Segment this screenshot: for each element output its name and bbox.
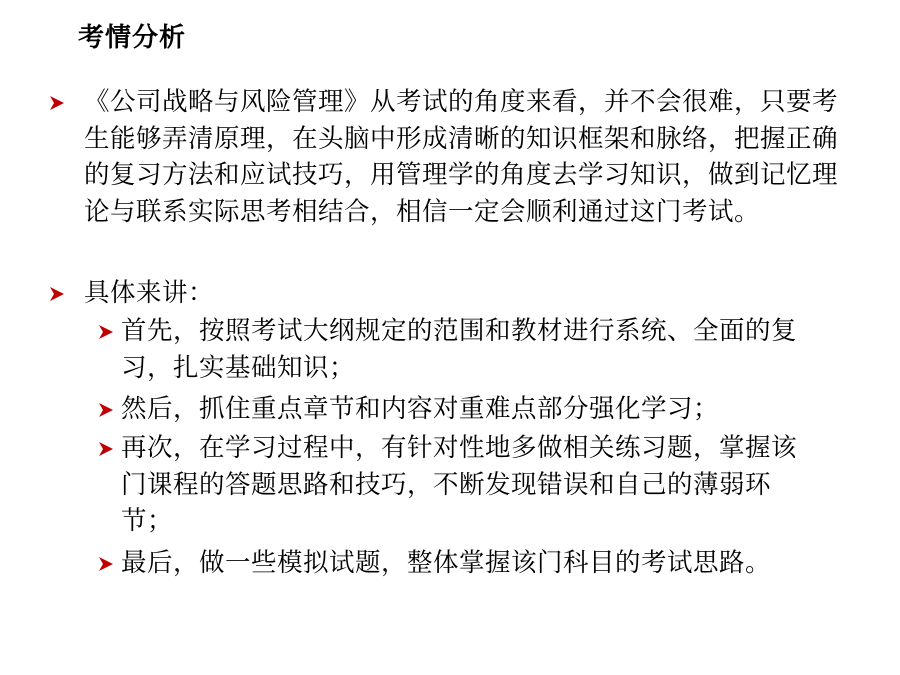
bullet-text: 《公司战略与风险管理》从考试的角度来看，并不会很难，只要考生能够弄清原理，在头脑中形成清晰的知识框架和脉络，把握正确的复习方法和应试技巧，用管理学的角度去学习知识，做到记忆理论与联系实际思考相结合，相信一定会顺利通过这门考试。 [84, 87, 839, 227]
sub-bullet-item [97, 430, 821, 540]
arrow-bullet-icon [48, 94, 66, 112]
bullet-item [48, 84, 844, 230]
sub-bullet-text: 首先，按照考试大纲规定的范围和教材进行系统、全面的复习，扎实基础知识； [121, 316, 798, 383]
arrow-bullet-icon [48, 285, 66, 303]
sub-bullet-item [97, 391, 821, 428]
arrow-bullet-icon [97, 401, 115, 419]
sub-bullet-text: 然后，抓住重点章节和内容对重难点部分强化学习； [121, 394, 720, 424]
bullet-item [48, 275, 844, 312]
sub-bullet-text: 再次，在学习过程中，有针对性地多做相关练习题，掌握该门课程的答题思路和技巧，不断发现错误和自己的薄弱环节； [121, 433, 798, 536]
bullet-text: 具体来讲： [84, 278, 215, 308]
arrow-bullet-icon [97, 555, 115, 573]
slide-title: 考情分析 [78, 23, 187, 53]
sub-bullet-item [97, 545, 821, 582]
arrow-bullet-icon [97, 323, 115, 341]
sub-bullet-text: 最后，做一些模拟试题，整体掌握该门科目的考试思路。 [121, 548, 772, 578]
sub-bullet-item [97, 313, 821, 386]
arrow-bullet-icon [97, 440, 115, 458]
